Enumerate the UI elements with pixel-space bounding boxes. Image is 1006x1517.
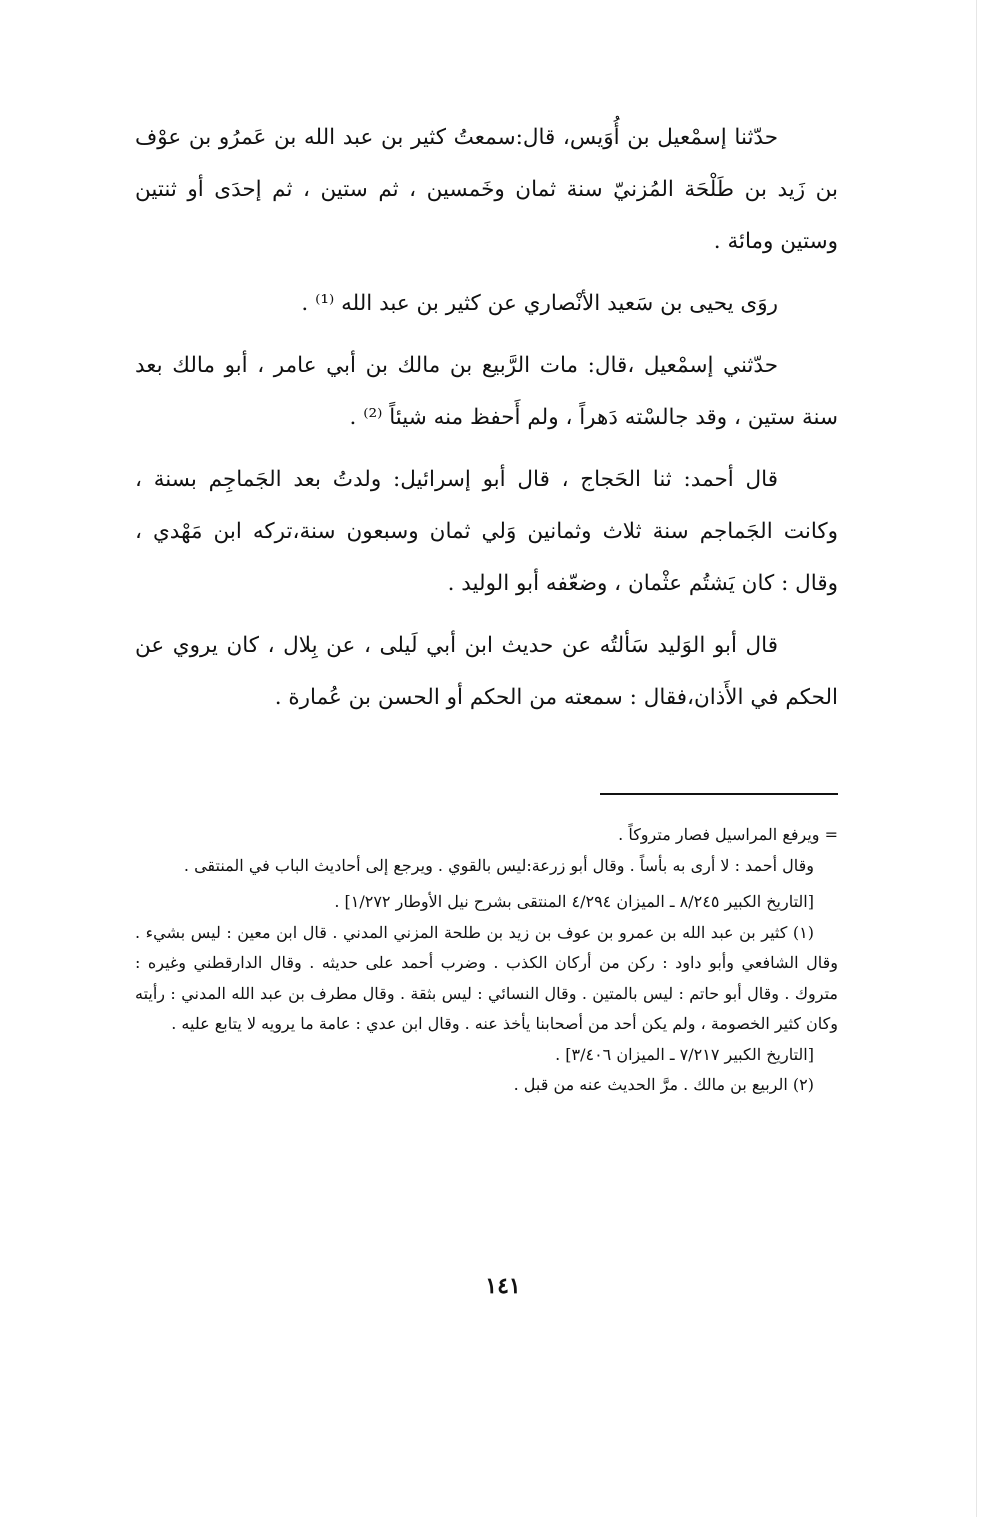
footnotes [135, 820, 838, 1101]
paragraph: قال أحمد: ثنا الحَجاج ، قال أبو إسرائيل: ولدتُ بعد الجَماجِم بسنة ، وكانت الجَماجم سنة ثلاث وثمانين وَلي ثمان وسبعون سنة،تركه ابن مَهْدي ، وقال : كان يَشتُم عثْمان ، وضعّفه أبو الوليد . [135, 467, 838, 596]
footnote-2: (٢) الربيع بن مالك . مرَّ الحديث عنه من قبل . [513, 1075, 814, 1094]
paragraph: حدّثنا إسمْعيل بن أُوَيس، قال:سمعتُ كثير بن عبد الله بن عَمرُو بن عوْف بن زَيد بن طَلْحَة المُزنيّ سنة ثمان وخَمسين ، ثم ستين ، ثم إحدَى أو ثنتين وستين ومائة . [135, 125, 838, 254]
footnote-reference: [التاريخ الكبير ٨/٢٤٥ ـ الميزان ٤/٢٩٤ المنتقى بشرح نيل الأوطار ١/٢٧٢] . [334, 892, 814, 911]
page-number: ١٤١ [485, 1273, 521, 1299]
paragraph: حدّثني إسمْعيل ،قال: مات الرَّبيع بن مالك بن أبي عامر ، أبو مالك بعد سنة ستين ، وقد جالسْته دَهراً ، ولم أَحفظ منه شيئاً ⁽²⁾ . [135, 353, 838, 430]
paragraph: قال أبو الوَليد سَألتُه عن حديث ابن أبي لَيلى ، عن بِلال ، كان يروي عن الحكم في الأَذان،فقال : سمعته من الحكم أو الحسن بن عُمارة . [135, 633, 838, 710]
paragraph: روَى يحيى بن سَعيد الأنْصاري عن كثير بن عبد الله ⁽¹⁾ . [301, 291, 778, 316]
footnote-continued-line: وقال أحمد : لا أرى به بأساً . وقال أبو زرعة:ليس بالقوي . ويرجع إلى أحاديث الباب في المنتقى . [183, 855, 814, 875]
footnote-separator [600, 793, 838, 795]
footnote-continued-line: = ويرفع المراسيل فصار متروكاً . [618, 825, 838, 844]
main-text [135, 112, 838, 734]
footnote-1: (١) كثير بن عبد الله بن عمرو بن عوف بن زيد بن طلحة المزني المدني . قال ابن معين : ليس بشيء . وقال الشافعي وأبو داود : ركن من أركان الكذب . وضرب أحمد على حديثه . وقال الدارقطني وغيره : متروك . وقال أبو حاتم : ليس بالمتين . وقال النسائي : ليس بثقة . وقال مطرف بن عبد الله المدني : رأيته وكان كثير الخصومة ، ولم يكن أحد من أصحابنا يأخذ عنه . وقال ابن عدي : عامة ما يرويه لا يتابع عليه . [135, 922, 838, 1033]
footnote-1-reference: [التاريخ الكبير ٧/٢١٧ ـ الميزان ٣/٤٠٦] . [555, 1044, 814, 1064]
